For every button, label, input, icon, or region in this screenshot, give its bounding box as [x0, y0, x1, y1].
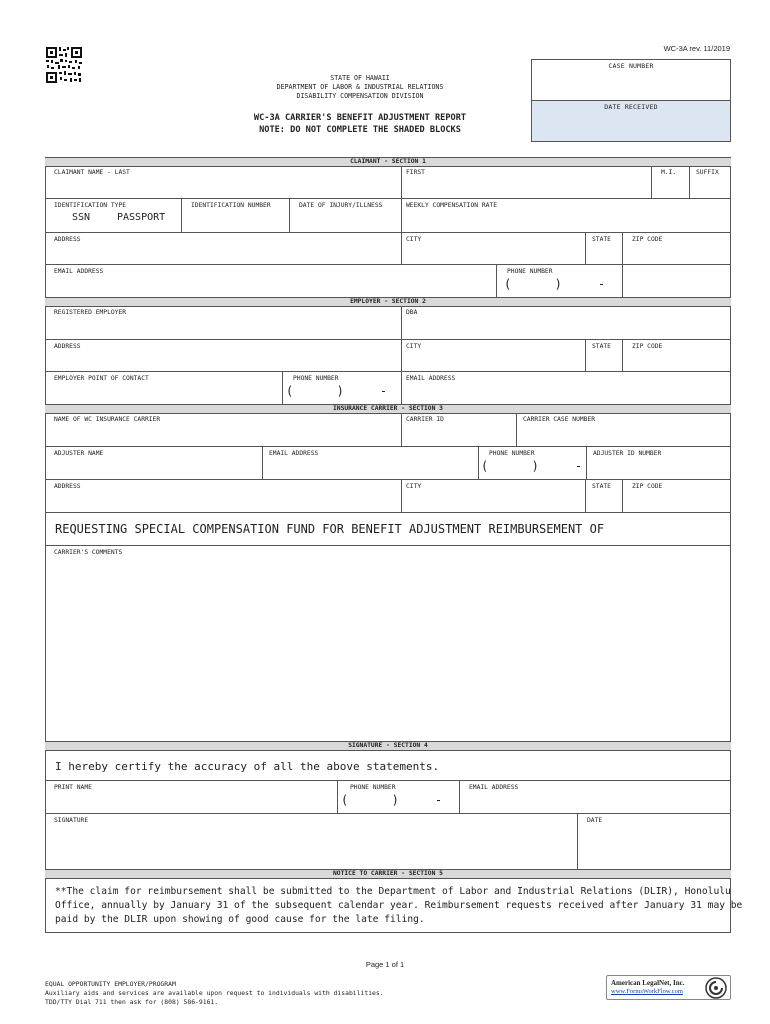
- department-name: DEPARTMENT OF LABOR & INDUSTRIAL RELATIONS: [276, 83, 444, 91]
- address-label: ADDRESS: [54, 236, 81, 243]
- carrier-case-number-label: CARRIER CASE NUMBER: [523, 416, 596, 423]
- carrier-zip-field[interactable]: [622, 479, 731, 512]
- id-type-passport-option[interactable]: PASSPORT: [117, 212, 166, 223]
- case-number-label: CASE NUMBER: [608, 62, 654, 70]
- employer-phone-field[interactable]: [282, 371, 401, 404]
- employer-city-field[interactable]: [401, 339, 585, 371]
- id-number-label: IDENTIFICATION NUMBER: [191, 202, 271, 209]
- claimant-zip-field[interactable]: [622, 232, 731, 264]
- publisher-link[interactable]: www.FormsWorkFlow.com: [611, 988, 683, 995]
- publisher-logo-icon: [705, 977, 727, 999]
- registered-employer-label: REGISTERED EMPLOYER: [54, 309, 127, 316]
- claimant-phone-field[interactable]: [496, 264, 622, 298]
- phone-format: ( ) -: [504, 277, 606, 291]
- carrier-address-field[interactable]: [45, 479, 401, 512]
- employer-city-label: CITY: [406, 343, 422, 350]
- email-label: EMAIL ADDRESS: [54, 268, 104, 275]
- signature-field[interactable]: [45, 813, 577, 869]
- division-name: DISABILITY COMPENSATION DIVISION: [296, 92, 424, 100]
- employer-contact-label: EMPLOYER POINT OF CONTACT: [54, 375, 149, 382]
- adjuster-phone-field[interactable]: [478, 446, 586, 479]
- employer-zip-field[interactable]: [622, 339, 731, 371]
- section1-header: CLAIMANT - SECTION 1: [45, 157, 731, 167]
- carrier-id-field[interactable]: [401, 413, 516, 446]
- claimant-state-field[interactable]: [585, 232, 622, 264]
- employer-email-label: EMAIL ADDRESS: [406, 375, 456, 382]
- section3-header: INSURANCE CARRIER - SECTION 3: [45, 404, 731, 414]
- form-revision: WC-3A rev. 11/2019: [663, 44, 730, 53]
- employer-state-label: STATE: [592, 343, 611, 350]
- weekly-compensation-rate-field[interactable]: [401, 198, 731, 232]
- carrier-name-label: NAME OF WC INSURANCE CARRIER: [54, 416, 161, 423]
- footer-aids: Auxiliary aids and services are available upon request to individuals with disabilities.: [45, 989, 384, 997]
- dba-label: DBA: [406, 309, 418, 316]
- claimant-extra-field: [622, 264, 731, 298]
- case-number-field[interactable]: [531, 59, 731, 101]
- agency-header: [200, 74, 520, 101]
- carrier-case-number-field[interactable]: [516, 413, 731, 446]
- adjuster-name-label: ADJUSTER NAME: [54, 450, 104, 457]
- notice-line-1: **The claim for reimbursement shall be submitted to the Department of Labor and Industrial Relations (DLIR), Honolulu: [55, 886, 731, 897]
- registered-employer-field[interactable]: [45, 306, 401, 339]
- phone-label: PHONE NUMBER: [507, 268, 553, 275]
- footer-eoe: EQUAL OPPORTUNITY EMPLOYER/PROGRAM: [45, 980, 176, 988]
- footer-tdd: TDD/TTY Dial 711 then ask for (808) 586-9161.: [45, 998, 219, 1006]
- notice-line-2: Office, annually by January 31 of the subsequent calendar year. Reimbursement requests received after January 31 may be: [55, 900, 743, 911]
- section4-header: SIGNATURE - SECTION 4: [45, 741, 731, 751]
- carrier-state-label: STATE: [592, 483, 611, 490]
- employer-contact-field[interactable]: [45, 371, 282, 404]
- carrier-state-field[interactable]: [585, 479, 622, 512]
- publisher-name: American LegalNet, Inc.: [611, 979, 685, 987]
- signer-email-label: EMAIL ADDRESS: [469, 784, 519, 791]
- form-note: NOTE: DO NOT COMPLETE THE SHADED BLOCKS: [259, 125, 461, 135]
- signature-date-field[interactable]: [577, 813, 731, 869]
- signature-label: SIGNATURE: [54, 817, 89, 824]
- claimant-last-label: CLAIMANT NAME - LAST: [54, 169, 130, 176]
- adjuster-email-field[interactable]: [262, 446, 478, 479]
- print-name-label: PRINT NAME: [54, 784, 92, 791]
- carrier-city-field[interactable]: [401, 479, 585, 512]
- request-line-row: [45, 512, 731, 545]
- claimant-address-field[interactable]: [45, 232, 401, 264]
- form-title: WC-3A CARRIER'S BENEFIT ADJUSTMENT REPORT: [253, 113, 467, 123]
- weekly-rate-label: WEEKLY COMPENSATION RATE: [406, 202, 497, 209]
- signer-phone-field[interactable]: [337, 780, 459, 813]
- carrier-zip-label: ZIP CODE: [632, 483, 663, 490]
- print-name-field[interactable]: [45, 780, 337, 813]
- form-title-block: [200, 112, 520, 136]
- signer-phone-label: PHONE NUMBER: [350, 784, 396, 791]
- city-label: CITY: [406, 236, 422, 243]
- comments-label: CARRIER'S COMMENTS: [54, 549, 123, 556]
- date-received-field: [531, 100, 731, 142]
- date-received-label: DATE RECEIVED: [604, 103, 658, 111]
- adjuster-phone-format: ( ) -: [481, 459, 583, 473]
- claimant-mi-field[interactable]: [651, 166, 689, 198]
- adjuster-phone-label: PHONE NUMBER: [489, 450, 535, 457]
- carriers-comments-field[interactable]: [45, 545, 731, 741]
- adjuster-id-field[interactable]: [586, 446, 731, 479]
- date-of-injury-field[interactable]: [289, 198, 401, 232]
- notice-text: [55, 885, 743, 927]
- claimant-suffix-field[interactable]: [689, 166, 731, 198]
- publisher-badge[interactable]: [606, 975, 731, 1000]
- carrier-city-label: CITY: [406, 483, 422, 490]
- zip-label: ZIP CODE: [632, 236, 663, 243]
- certify-row: [45, 750, 731, 780]
- certify-statement: I hereby certify the accuracy of all the above statements.: [55, 760, 440, 773]
- id-type-label: IDENTIFICATION TYPE: [54, 202, 127, 209]
- employer-address-field[interactable]: [45, 339, 401, 371]
- id-type-ssn-option[interactable]: SSN: [72, 212, 91, 223]
- section2-header: EMPLOYER - SECTION 2: [45, 297, 731, 307]
- signature-date-label: DATE: [587, 817, 603, 824]
- carrier-address-label: ADDRESS: [54, 483, 81, 490]
- request-line: REQUESTING SPECIAL COMPENSATION FUND FOR BENEFIT ADJUSTMENT REIMBURSEMENT OF: [55, 522, 605, 536]
- section5-header: NOTICE TO CARRIER - SECTION 5: [45, 869, 731, 879]
- employer-phone-format: ( ) -: [286, 384, 388, 398]
- claimant-email-field[interactable]: [45, 264, 496, 298]
- employer-state-field[interactable]: [585, 339, 622, 371]
- suffix-label: SUFFIX: [696, 169, 719, 176]
- state-label: STATE: [592, 236, 611, 243]
- employer-zip-label: ZIP CODE: [632, 343, 663, 350]
- employer-phone-label: PHONE NUMBER: [293, 375, 339, 382]
- carrier-name-field[interactable]: [45, 413, 401, 446]
- date-of-injury-label: DATE OF INJURY/ILLNESS: [299, 202, 383, 209]
- identification-number-field[interactable]: [181, 198, 289, 232]
- notice-line-3: paid by the DLIR upon showing of good cause for the late filing.: [55, 914, 425, 925]
- dba-field[interactable]: [401, 306, 731, 339]
- state-name: STATE OF HAWAII: [330, 74, 390, 82]
- adjuster-name-field[interactable]: [45, 446, 262, 479]
- carrier-id-label: CARRIER ID: [406, 416, 444, 423]
- adjuster-id-label: ADJUSTER ID NUMBER: [593, 450, 662, 457]
- employer-address-label: ADDRESS: [54, 343, 81, 350]
- employer-email-field[interactable]: [401, 371, 731, 404]
- signer-email-field[interactable]: [459, 780, 731, 813]
- claimant-last-name-field[interactable]: [45, 166, 401, 198]
- footer-notice: [45, 980, 384, 1007]
- signer-phone-format: ( ) -: [341, 793, 443, 807]
- page-number: Page 1 of 1: [365, 960, 405, 969]
- adjuster-email-label: EMAIL ADDRESS: [269, 450, 319, 457]
- claimant-city-field[interactable]: [401, 232, 585, 264]
- mi-label: M.I.: [661, 169, 677, 176]
- claimant-first-name-field[interactable]: [401, 166, 651, 198]
- qr-code-icon: [45, 46, 83, 84]
- identification-type-field: [45, 198, 181, 232]
- first-label: FIRST: [406, 169, 425, 176]
